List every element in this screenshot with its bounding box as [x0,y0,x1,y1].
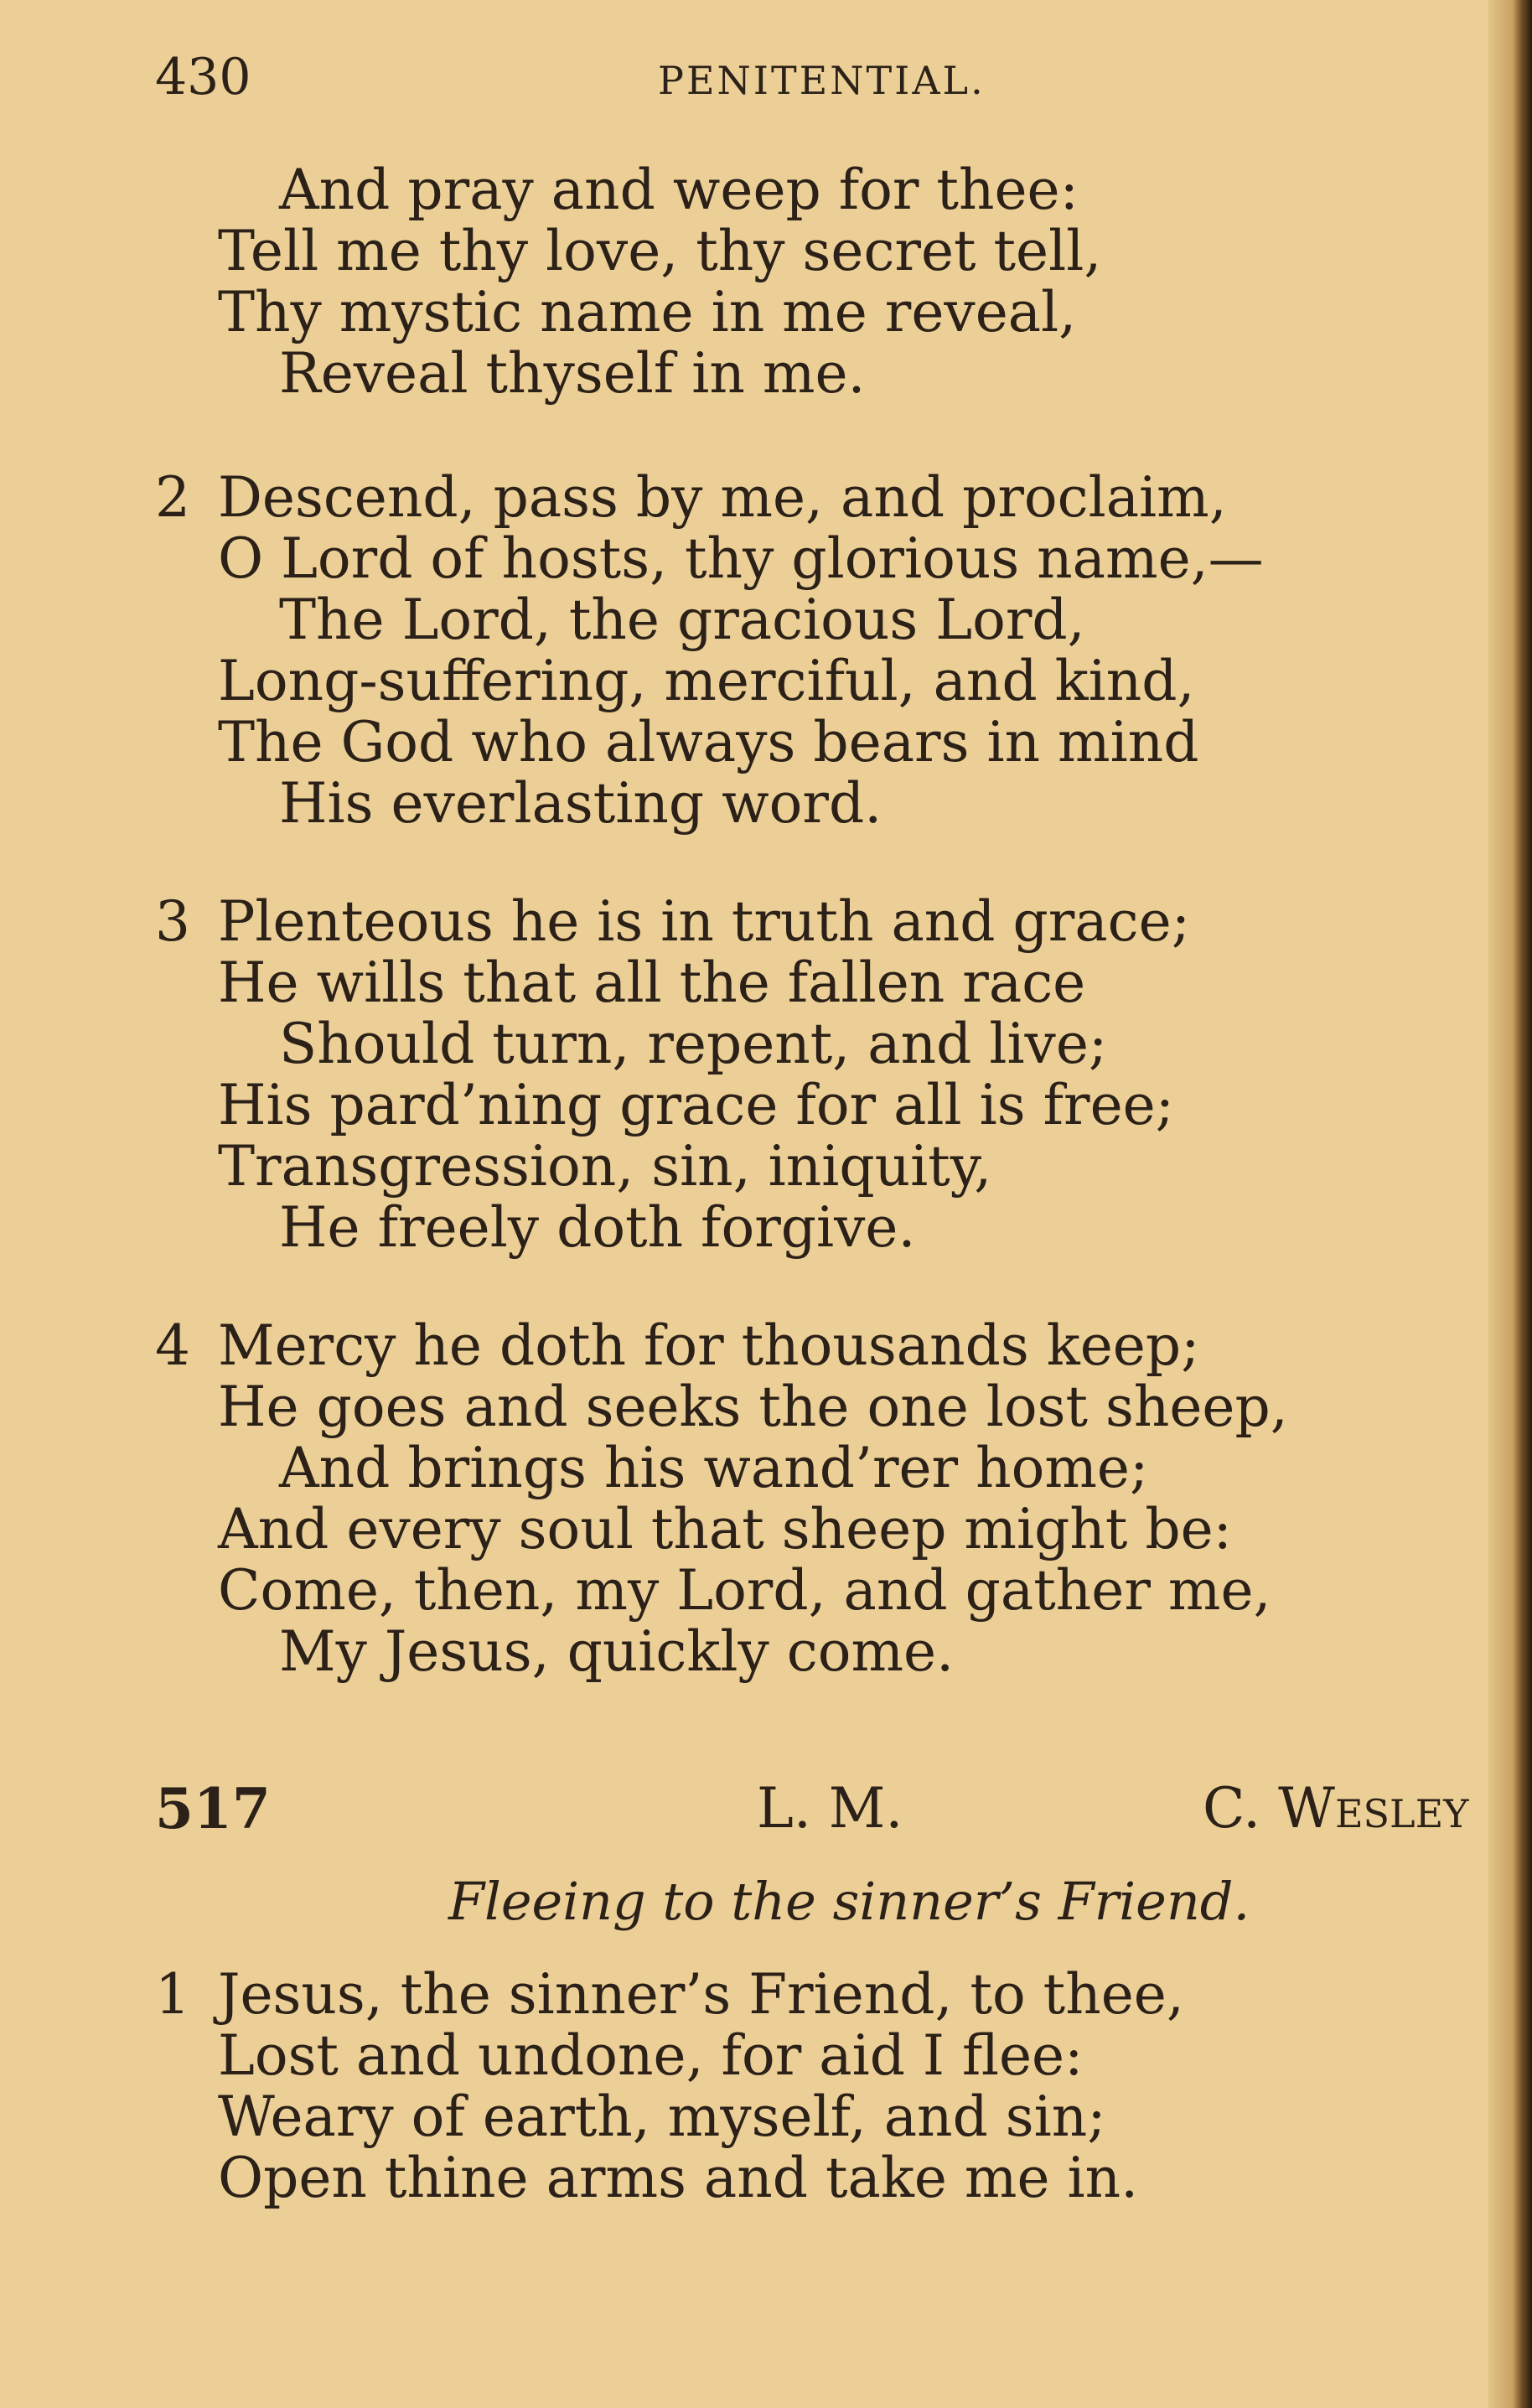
verse-line: The Lord, the gracious Lord, [279,588,1085,652]
stanza-number: 3 [155,889,190,954]
verse-line: Open thine arms and take me in. [218,2146,1139,2210]
verse-line: Come, then, my Lord, and gather me, [218,1558,1271,1623]
verse-line: The God who always bears in mind [218,710,1199,774]
verse-line: And pray and weep for thee: [279,158,1079,222]
verse-line: Reveal thyself in me. [279,341,866,406]
verse-line: My Jesus, quickly come. [279,1619,955,1684]
hymn-subtitle: Fleeing to the sinner’s Friend. [448,1871,1250,1932]
verse-line: He freely doth forgive. [279,1195,916,1260]
stanza-number: 1 [155,1962,190,2027]
verse-line: He goes and seeks the one lost sheep, [218,1375,1288,1439]
verse-line: Weary of earth, myself, and sin; [218,2084,1106,2149]
page-heading: PENITENTIAL. [658,58,986,103]
verse-line: Mercy he doth for thousands keep; [218,1313,1200,1378]
verse-line: Lost and undone, for aid I flee: [218,2023,1084,2088]
hymn-number: 517 [155,1776,271,1841]
verse-line: Tell me thy love, thy secret tell, [218,219,1102,283]
page-number: 430 [155,48,251,106]
hymn-author: C. Wesley [1203,1776,1469,1841]
verse-line: Plenteous he is in truth and grace; [218,889,1190,954]
verse-line: Transgression, sin, iniquity, [218,1134,992,1199]
verse-line: And brings his wand’rer home; [279,1436,1149,1500]
verse-line: Jesus, the sinner’s Friend, to thee, [218,1962,1184,2027]
verse-line: Descend, pass by me, and proclaim, [218,465,1227,530]
verse-line: He wills that all the fallen race [218,950,1086,1015]
page-edge-shadow [1488,0,1532,2408]
verse-line: O Lord of hosts, thy glorious name,— [218,526,1264,591]
stanza-number: 2 [155,465,190,530]
verse-line: Should turn, repent, and live; [279,1012,1108,1076]
running-head [155,44,1018,111]
stanza-number: 4 [155,1313,190,1378]
verse-line: His everlasting word. [279,771,882,836]
verse-line: And every soul that sheep might be: [218,1497,1232,1561]
hymn-meter: L. M. [757,1776,903,1841]
hymn-header [155,1775,1496,1842]
verse-line: His pard’ning grace for all is free; [218,1073,1174,1137]
verse-line: Thy mystic name in me reveal, [218,280,1077,344]
verse-line: Long-suffering, merciful, and kind, [218,649,1195,713]
